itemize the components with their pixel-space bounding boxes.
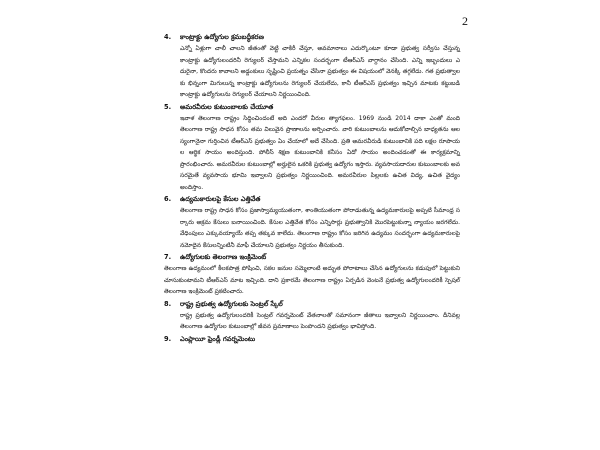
paragraph: రాష్ట్ర ప్రభుత్వ ఉద్యోగులందరికీ సెంట్రల్ గవర్నమెంట్ వేతనాలతో సమానంగా జీతాలు ఇవ్వాలని నిర్ణయించాం. దీనివల్ల తెలంగాణ ఉద్యోగుల కుటుంబాల్లో జీవన ప్రమాణాలు పెంపొందని ప్రభుత్వం భావిస్తోంది. (180, 311, 460, 330)
section-title: రాష్ట్ర ప్రభుత్వ ఉద్యోగులకు సెంట్రల్ స్కేల్ (180, 299, 283, 308)
section-heading (164, 299, 460, 310)
section-heading (164, 194, 460, 205)
section-title: ఉద్యమకారులపై కేసుల ఎత్తివేత (180, 195, 261, 203)
section-8 (164, 299, 460, 333)
section-number: 5. (164, 102, 172, 111)
section-6 (164, 194, 460, 251)
section-9 (164, 334, 460, 345)
page-number: 2 (462, 14, 468, 28)
section-heading (164, 334, 460, 345)
section-number: 4. (164, 33, 172, 41)
section-title: ఉద్యోగులకు తెలంగాణ ఇంక్రిమెంట్ (180, 253, 267, 261)
section-heading (164, 32, 460, 43)
section-heading (164, 252, 460, 263)
section-4 (164, 32, 460, 101)
paragraph: ఎన్నో ఏళ్లుగా చాలీ చాలని జీతంతో వెట్టి చాకిరీ చేస్తూ, అవమానాలు ఎదుర్కొంటూ కూడా ప్రభుత్వ సర్వీసు చేస్తున్న కాంట్రాక్టు ఉద్యోగులందరినీ రెగ్యులర్ చేస్తామని ఎన్నికల సందర్భంగా టీఆర్ఎస్ వాగ్దానం చేసింది. ఎన్ని ఇబ్బందులు ఎదురైనా, కొందరు కావాలని అడ్డంకులు సృష్టించి ప్రయత్నం చేసినా ప్రభుత్వం ఈ విషయంలో వెనక్కి తగ్గలేదు. గత ప్రభుత్వాలకు భిన్నంగా మిగులున్న కాంట్రాక్టు ఉద్యోగులను రెగ్యులర్ చేయలేదు, కానీ టీఆర్ఎస్ ప్రభుత్వం ఇచ్చిన మాటకు కట్టుబడి కాంట్రాక్టు ఉద్యోగులను రెగ్యులర్ చేయాలని నిర్ణయించింది. (180, 45, 460, 98)
section-number: 7. (164, 253, 172, 261)
section-5 (164, 102, 460, 194)
section-title: కాంట్రాక్టు ఉద్యోగుల క్రమబద్ధీకరణ (180, 33, 264, 41)
section-heading (164, 102, 460, 113)
section-title: అమరవీరుల కుటుంబాలకు చేయూత (180, 102, 274, 111)
section-number: 9. (164, 334, 172, 343)
paragraph: తెలంగాణ రాష్ట్ర సాధన కోసం ప్రజాస్వామ్యయుతంగా, శాంతియుతంగా పోరాడుతున్న ఉద్యమకారులపై అప్పటి సీమాంధ్ర సర్కారు అక్రమ కేసులు బనాయించింది. కేసుల ఎత్తివేత కోసం ఎన్నిసార్లు ప్రభుత్వానికి మొరపెట్టుకున్నా న్యాయం జరగలేదు. వేధింపులు ఎక్కువయ్యాయే తప్ప తక్కువ కాలేదు. తెలంగాణ రాష్ట్రం కోసం జరిగిన ఉద్యమం సందర్భంగా ఉద్యమకారులపై నమోదైన కేసులన్నింటినీ మాఫీ చేయాలని ప్రభుత్వం నిర్ణయం తీసుకుంది. (180, 207, 460, 249)
section-number: 6. (164, 195, 172, 203)
paragraph: తెలంగాణ ఉద్యమంలో కీలకపాత్ర పోషించి, సకల జనుల సమ్మెలాంటి అద్భుత పోరాటాలు చేసిన ఉద్యోగులను కడుపులో పెట్టుకుని చూసుకుంటామని టీఆర్ఎస్ మాట ఇచ్చింది. దాని ప్రకారమే తెలంగాణ రాష్ట్రం ఏర్పడిన వెంటనే ప్రభుత్వ ఉద్యోగులందరికీ స్పెషల్ తెలంగాణ ఇంక్రిమెంట్ ప్రకటించారు. (164, 265, 460, 295)
section-number: 8. (164, 299, 172, 308)
paragraph: ఇవాళ తెలంగాణ రాష్ట్రం సిద్ధించిందంటే అది ఎందరో వీరుల త్యాగఫలం. 1969 నుండి 2014 దాకా ఎంతో మంది తెలంగాణ రాష్ట్ర సాధన కోసం తమ విలువైన ప్రాణాలను అర్పించారు. వారి కుటుంబాలను ఆదుకోవాల్సిన బాధ్యతను ఆలస్యంగానైనా గుర్తించిన టీఆర్ఎస్ ప్రభుత్వం ఏం చేయాలో అదే చేసింది. ప్రతి అమరవీరుడి కుటుంబానికి పది లక్షల రూపాయల ఆర్థిక సాయం అందిస్తుంది. పోలీస్ శిక్షణ కుటుంబానికి కనీసం ఏదో సాయం అందించడంతో ఈ కార్యక్రమాన్ని ప్రారంభించారు. అమరవీరుల కుటుంబాల్లో అర్హులైన ఒకరికి ప్రభుత్వ ఉద్యోగం ఇస్తారు. వ్యవసాయదారుల కుటుంబాలకు అవసరమైతే వ్యవసాయ భూమి ఇవ్వాలని ప్రభుత్వం నిర్ణయించింది. అమరవీరుల పిల్లలకు ఉచిత విద్య, ఉచిత వైద్యం అందిస్తాం. (180, 114, 460, 191)
section-7 (164, 252, 460, 298)
section-title: ఎంప్లాయీ ఫ్రెండ్లీ గవర్నమెంటు (180, 334, 256, 343)
document-body (164, 32, 460, 346)
